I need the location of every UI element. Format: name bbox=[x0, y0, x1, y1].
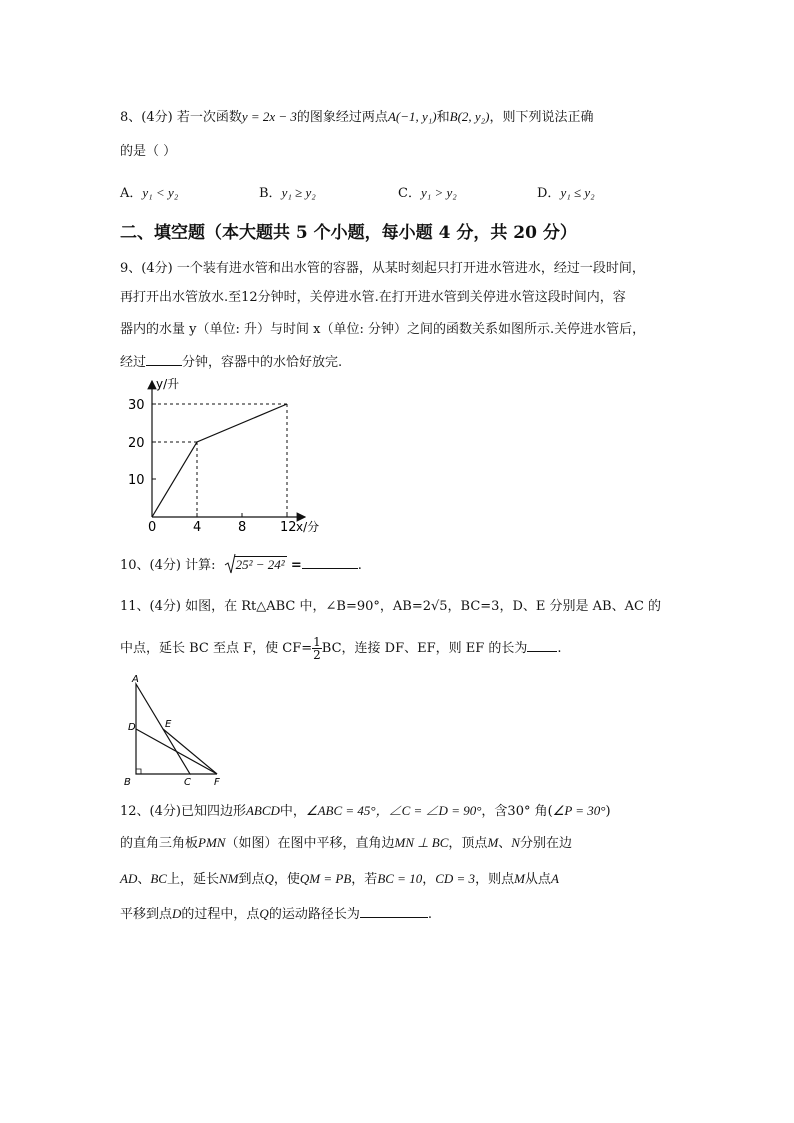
numerator: 1 bbox=[313, 635, 321, 649]
fraction-half bbox=[312, 636, 322, 661]
q8-line2: 的是（ ） bbox=[120, 144, 177, 159]
q9-text: 经过 bbox=[120, 355, 147, 370]
q8-point-b: B(2, y₂) bbox=[449, 109, 490, 124]
q12-math: M bbox=[514, 871, 525, 886]
y-tick-label: 30 bbox=[128, 398, 145, 413]
q9-graph bbox=[120, 375, 340, 540]
q12-text: ，则点 bbox=[475, 872, 515, 887]
q8-line1 bbox=[120, 108, 594, 127]
q12-line4 bbox=[120, 905, 432, 924]
q8-option-d bbox=[537, 182, 595, 201]
x-tick-label: 8 bbox=[238, 520, 247, 535]
option-expr: y₁ ≤ y₂ bbox=[560, 185, 595, 200]
q12-m: M bbox=[487, 835, 499, 850]
q8-text: 和 bbox=[436, 110, 450, 125]
label-a: A bbox=[132, 674, 139, 685]
x-axis-label: x/分 bbox=[296, 520, 320, 534]
q12-text: ，含30° 角( bbox=[481, 804, 553, 819]
q12-text: . bbox=[427, 907, 432, 922]
q12-text: （如图）在图中平移，直角边 bbox=[225, 836, 395, 851]
q12-text: 分别在边 bbox=[519, 836, 572, 851]
q12-text: 从点 bbox=[524, 872, 551, 887]
q12-math: D bbox=[172, 906, 182, 921]
answer-blank bbox=[527, 639, 557, 652]
q12-math: NM bbox=[219, 871, 239, 886]
x-tick-label: 4 bbox=[193, 520, 202, 535]
option-expr: y₁ > y₂ bbox=[420, 185, 457, 200]
q12-text: ) bbox=[605, 804, 611, 819]
q12-text: 、 bbox=[137, 872, 151, 887]
segment-ef bbox=[163, 729, 217, 774]
right-angle-mark bbox=[136, 769, 141, 774]
q12-text: ，使 bbox=[273, 872, 300, 887]
q11-text: BC，连接 DF、EF，则 EF 的长为 bbox=[321, 641, 528, 656]
denominator: 2 bbox=[313, 648, 321, 662]
q11-text: ，BC=3，D、E 分别是 AB、AC 的 bbox=[447, 599, 662, 614]
q12-text: ，顶点 bbox=[448, 836, 488, 851]
q12-math: CD = 3 bbox=[435, 871, 476, 886]
q11-line1 bbox=[120, 598, 661, 616]
q12-math: A bbox=[550, 871, 559, 886]
q8-option-c bbox=[398, 182, 457, 201]
equals-sign: = bbox=[290, 558, 302, 573]
radicand: 25² − 24² bbox=[235, 557, 285, 572]
q8-text: 8、(4分) 若一次函数 bbox=[120, 110, 242, 125]
q12-line3 bbox=[120, 870, 559, 889]
q12-text: 平移到点 bbox=[120, 907, 173, 922]
label-f: F bbox=[214, 777, 220, 788]
q12-n: N bbox=[511, 835, 520, 850]
option-label: C． bbox=[398, 186, 421, 201]
y-tick-label: 20 bbox=[128, 436, 145, 451]
option-expr: y₁ < y₂ bbox=[142, 185, 179, 200]
q10-line: 10、(4分) 计算: 25² − 24² = . bbox=[120, 556, 362, 575]
label-d: D bbox=[128, 722, 136, 733]
option-label: A． bbox=[120, 186, 143, 201]
q11-text: . bbox=[557, 641, 562, 656]
q12-text: 的过程中，点 bbox=[181, 907, 260, 922]
q11-text: 中点，延长 BC 至点 F，使 CF= bbox=[120, 641, 313, 656]
q12-math: Q bbox=[264, 871, 274, 886]
y-tick-label: 10 bbox=[128, 473, 145, 488]
q12-text: 12、(4分)已知四边形 bbox=[120, 804, 246, 819]
function-line bbox=[152, 404, 287, 517]
q12-text: 的运动路径长为 bbox=[268, 907, 360, 922]
q10-text: 10、(4分) 计算: bbox=[120, 558, 216, 573]
q9-line4 bbox=[120, 353, 342, 372]
q12-angle-p: ∠P = 30° bbox=[552, 803, 606, 818]
y-axis-label: y/升 bbox=[156, 377, 180, 391]
q11-line2 bbox=[120, 636, 562, 661]
ab-value: 2√5 bbox=[422, 599, 448, 614]
q12-math: BC = 10 bbox=[377, 871, 423, 886]
x-tick-label: 12 bbox=[280, 520, 297, 535]
q12-pmn: PMN bbox=[198, 835, 226, 850]
q8-text: ，则下列说法正确 bbox=[489, 110, 594, 125]
label-c: C bbox=[184, 777, 191, 788]
label-b: B bbox=[124, 777, 131, 788]
q8-option-a bbox=[120, 182, 178, 201]
q12-text: ，若 bbox=[351, 872, 378, 887]
q9-line3: 器内的水量 y（单位: 升）与时间 x（单位: 分钟）之间的函数关系如图所示.关停进水管后， bbox=[120, 322, 646, 337]
option-label: D． bbox=[537, 186, 561, 201]
option-label: B． bbox=[259, 186, 282, 201]
answer-blank bbox=[360, 905, 428, 918]
q9-text: 分钟，容器中的水恰好放完. bbox=[182, 355, 343, 370]
q12-math: AD bbox=[120, 871, 138, 886]
q12-text: ， bbox=[422, 872, 436, 887]
q12-text: 到点 bbox=[238, 872, 265, 887]
option-expr: y₁ ≥ y₂ bbox=[281, 185, 316, 200]
q12-angles: ∠ABC = 45°，∠C = ∠D = 90° bbox=[305, 803, 482, 818]
q12-line1 bbox=[120, 802, 611, 821]
q11-triangle-figure bbox=[120, 670, 230, 790]
q9-line2: 再打开出水管放水.至12分钟时，关停进水管.在打开进水管到关停进水管这段时间内，容 bbox=[120, 290, 626, 305]
answer-blank bbox=[146, 353, 182, 366]
origin-label: 0 bbox=[148, 520, 157, 535]
q11-text: 11、(4分) 如图，在 Rt△ABC 中，∠B=90°，AB= bbox=[120, 599, 423, 614]
q8-text: 的图象经过两点 bbox=[296, 110, 388, 125]
q12-text: 中， bbox=[279, 804, 306, 819]
sqrt-expression bbox=[224, 556, 287, 575]
label-e: E bbox=[165, 719, 172, 730]
q12-text: 、 bbox=[498, 836, 512, 851]
answer-blank bbox=[302, 556, 358, 569]
section-heading: 二、填空题（本大题共 5 个小题，每小题 4 分，共 20 分） bbox=[120, 223, 577, 243]
radical-sign bbox=[224, 553, 236, 575]
q8-option-b bbox=[259, 182, 316, 201]
q12-line2 bbox=[120, 834, 572, 853]
q12-math: QM = PB bbox=[299, 871, 352, 886]
q12-math: Q bbox=[259, 906, 269, 921]
q12-quad: ABCD bbox=[245, 803, 280, 818]
q9-line1: 9、(4分) 一个装有进水管和出水管的容器，从某时刻起只打开进水管进水，经过一段时间， bbox=[120, 261, 645, 276]
q12-perp: MN ⊥ BC bbox=[394, 835, 449, 850]
q12-math: BC bbox=[150, 871, 167, 886]
segment-df bbox=[136, 729, 217, 774]
q12-text: 上，延长 bbox=[166, 872, 219, 887]
q8-function: y = 2x − 3 bbox=[241, 109, 297, 124]
q12-text: 的直角三角板 bbox=[120, 836, 199, 851]
q8-point-a: A(−1, y₁) bbox=[387, 109, 437, 124]
